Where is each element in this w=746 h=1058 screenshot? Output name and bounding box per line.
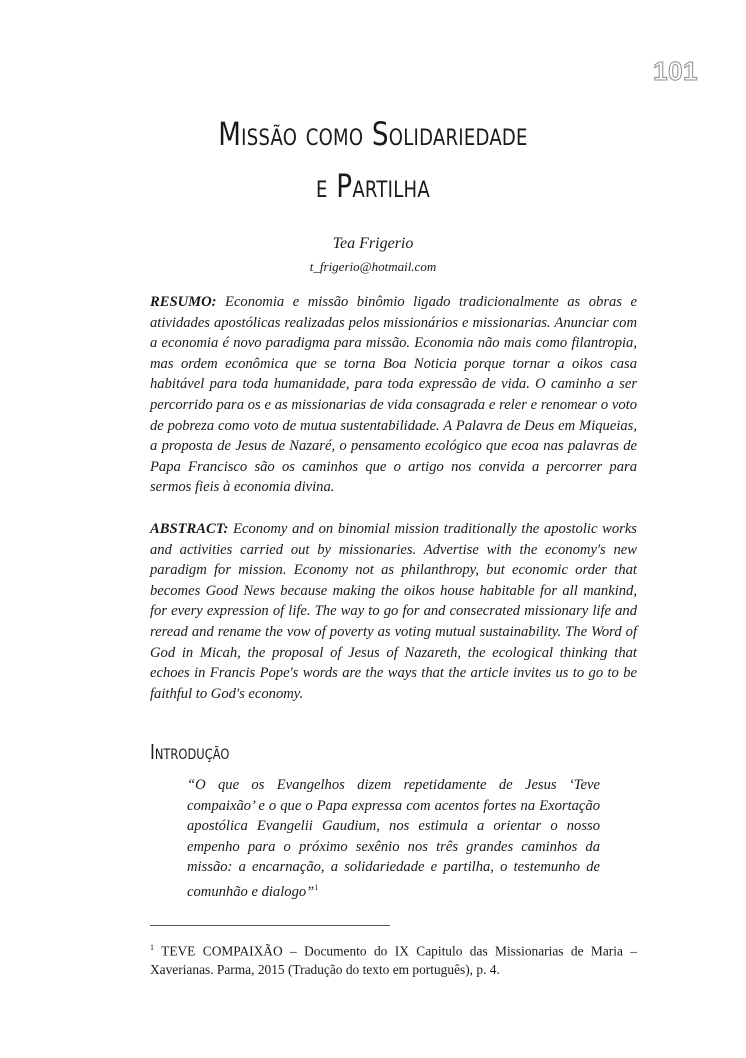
block-quote [187,775,600,902]
author-email: t_frigerio@hotmail.com [309,259,437,274]
title-line-1: Missão como Solidariedade [218,115,528,153]
footnote [150,938,637,979]
footnote-number: 1 [150,943,154,952]
resumo-label: RESUMO: [150,294,217,310]
footnote-divider [150,925,390,926]
title-line-2: e Partilha [316,167,430,205]
abstract-label: ABSTRACT: [150,521,229,537]
article-title [133,108,614,212]
author-name: Tea Frigerio [332,235,414,252]
resumo-paragraph [150,292,637,498]
abstract-paragraph [150,519,637,704]
page-number: 101 [653,56,698,86]
abstract-text: Economy and on binomial mission traditionally the apostolic works and activities carried out by missionaries. Advertise with the economy's new paradigm for mission. Economy not as philanthropy, but economic order that becomes Good News because making the oikos house habitable for all mankind, for every expression of life. The way to go for and consecrated missionary life and reread and rename the vow of poverty as voting mutual sustainability. The Word of God in Micah, the proposal of Jesus of Nazareth, the ecological thinking that echoes in Francis Pope's words are the ways that the article invites us to go to be faithful to God's economy. [150,521,637,702]
footnote-reference[interactable]: 1 [314,882,319,892]
footnote-text: TEVE COMPAIXÃO – Documento do IX Capitulo das Missionarias de Maria – Xaverianas. Parma, 2015 (Tradução do texto em português), p. 4. [150,943,637,978]
resumo-text: Economia e missão binômio ligado tradicionalmente as obras e atividades apostólicas realizadas pelos missionários e missionarias. Anunciar com a economia é novo paradigma para missão. Economia não mais como filantropia, mas ordem econômica que se torna Boa Noticia porque tornar a oikos casa habitável para toda humanidade, para toda expressão de vida. O caminho a ser percorrido para os e as missionarias de vida consagrada e reler e renomear o voto de pobreza como voto de mutua sustentabilidade. A Palavra de Deus em Miqueias, a proposta de Jesus de Nazaré, o pensamento ecológico que ecoa nas palavras de Papa Francisco são os caminhos que o artigo nos convida a percorrer para sermos fieis à economia divina. [150,294,637,496]
quote-text: “O que os Evangelhos dizem repetidamente de Jesus ‘Teve compaixão’ e o que o Papa expressa com acentos fortes na Exortação apostólica Evangelii Gaudium, nos estimula a orientar o nosso empenho para o próximo sexênio nos três grandes caminhos da missão: a encarnação, a solidariedade e partilha, o testemunho de comunhão e dialogo” [187,777,600,900]
section-heading-introducao: Introdução [150,740,230,764]
